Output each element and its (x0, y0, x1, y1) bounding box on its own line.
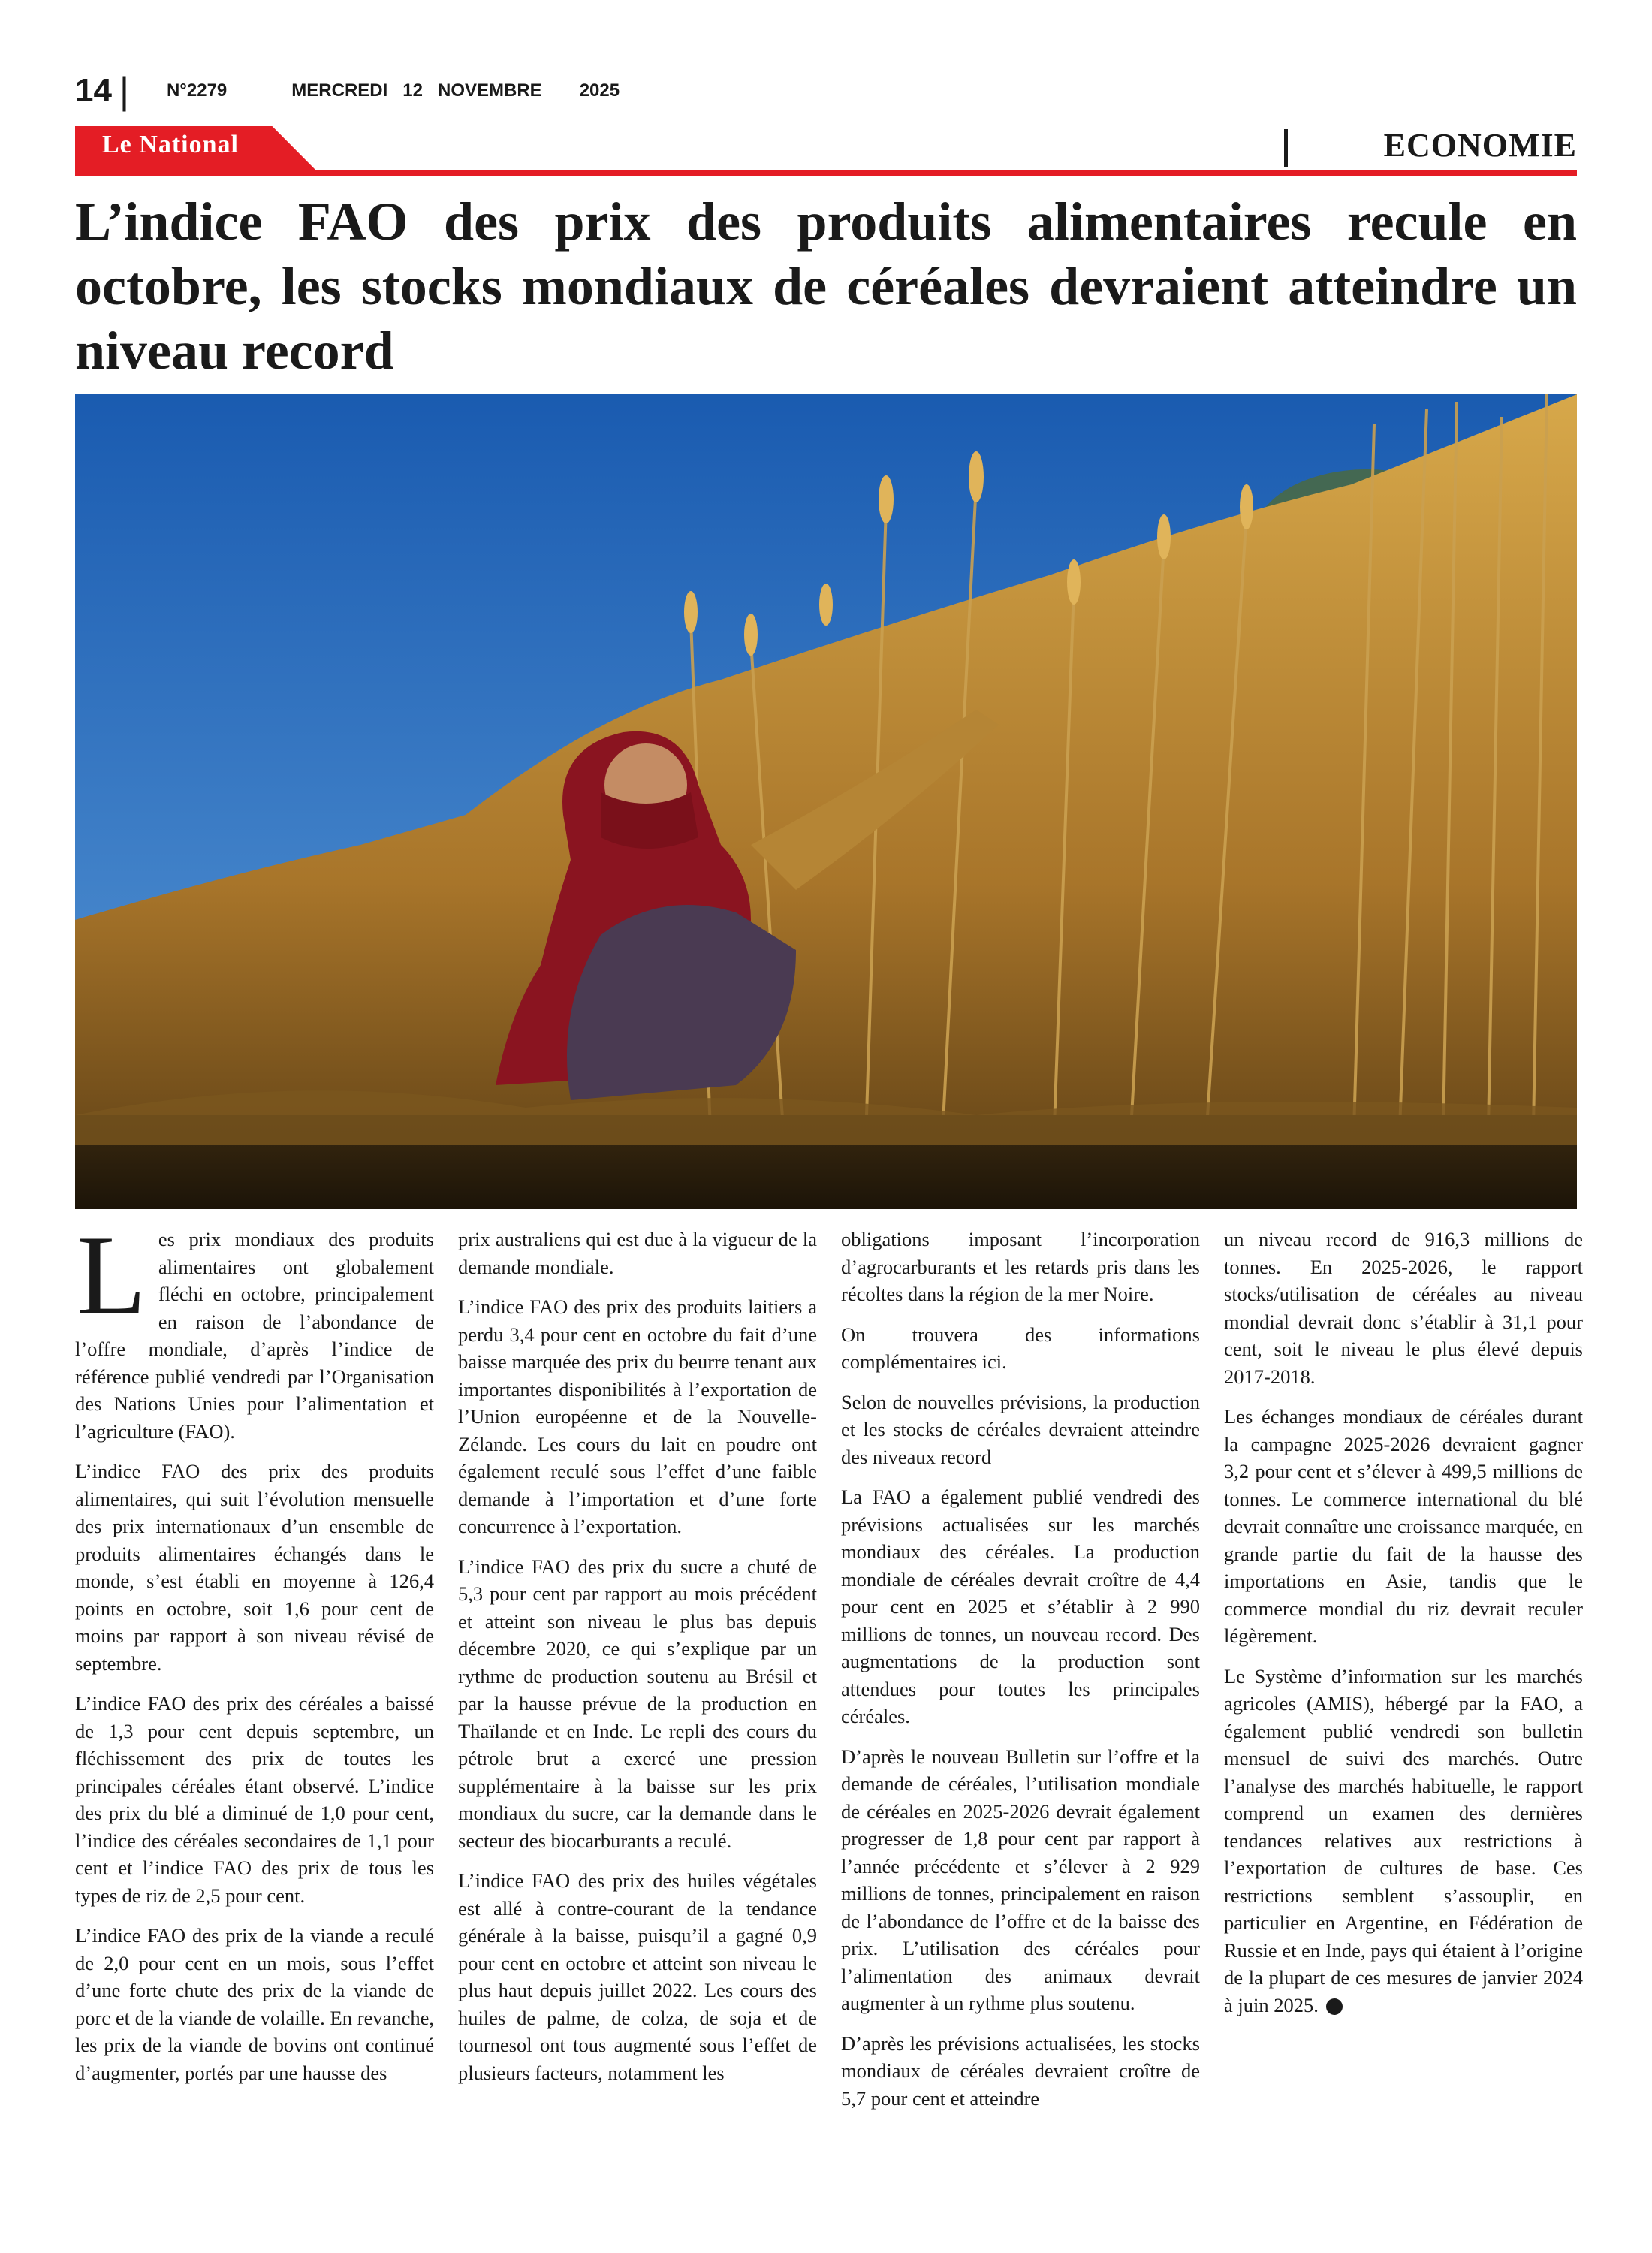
brand-name: Le National (102, 131, 239, 158)
date-number: 12 (402, 80, 423, 101)
section-divider (1284, 129, 1288, 167)
paragraph: Les échanges mondiaux de céréales durant la campagne 2025-2026 devraient gagner 3,2 pour cent et s’élever à 499,5 millions de tonnes. Le commerce international du blé devrait connaître une croissance marquée, en grande partie du fait de la hausse des importations en Asie, tandis que le commerce mondial du riz devrait reculer légèrement. (1224, 1405, 1583, 1647)
paragraph: L’indice FAO des prix des produits laitiers a perdu 3,4 pour cent en octobre du fait d’une baisse marquée des prix du beurre tenant aux importantes disponibilités à l’exportation de l’Union européenne et de la Nouvelle-Zélande. Les cours du lait en poudre ont également reculé sous l’effet d’une faible demande à l’importation et d’une forte concurrence à l’exportation. (458, 1295, 817, 1537)
issue-number: N°2279 (166, 80, 228, 101)
paragraph: obligations imposant l’incorporation d’agrocarburants et les retards pris dans les récoltes dans la région de la mer Noire. (841, 1228, 1200, 1305)
paragraph: prix australiens qui est due à la vigueur de la demande mondiale. (458, 1228, 817, 1278)
subheading: Selon de nouvelles prévisions, la production et les stocks de céréales devraient atteindre des niveaux record (841, 1390, 1200, 1468)
article-column-4 (1224, 1226, 1583, 2031)
paragraph: un niveau record de 916,3 millions de tonnes. En 2025-2026, le rapport stocks/utilisation de céréales au niveau mondial devrait donc s’établir à 31,1 pour cent, soit le niveau le plus élevé depuis 2017-2018. (1224, 1228, 1583, 1388)
paragraph: On trouvera des informations complémentaires ici. (841, 1323, 1200, 1373)
paragraph (75, 1212, 434, 1445)
paragraph: D’après les prévisions actualisées, les stocks mondiaux de céréales devraient croître de 5,7 pour cent et atteindre (841, 2031, 1200, 2110)
headline: L’indice FAO des prix des produits alimentaires recule en octobre, les stocks mondiaux de céréales devraient atteindre un niveau record (75, 192, 1577, 381)
article-photo (75, 394, 1577, 1209)
end-mark-icon (1326, 1998, 1343, 2015)
paragraph: L’indice FAO des prix de la viande a reculé de 2,0 pour cent en un mois, sous l’effet d’une forte chute des prix de la viande de porc et de la viande de volaille. En revanche, les prix de la viande de bovins ont continué d’augmenter, portés par une hausse des (75, 1924, 434, 2084)
paragraph: L’indice FAO des prix des céréales a baissé de 1,3 pour cent depuis septembre, un fléchissement des prix de toutes les principales céréales étant observé. L’indice des prix du blé a diminué de 1,0 pour cent, l’indice des céréales secondaires de 1,1 pour cent et l’indice FAO des prix de tous les types de riz de 2,5 pour cent. (75, 1692, 434, 1907)
page-number-divider: | (119, 70, 129, 112)
paragraph-text: Le Système d’information sur les marchés agricoles (AMIS), hébergé par la FAO, a également publié vendredi son bulletin mensuel de suivi des marchés. Outre l’analyse des marchés habituelle, le rapport comprend un examen des dernières tendances relatives aux restrictions à l’exportation de cultures de base. Ces restrictions semblent s’assouplir, en particulier en Argentine, en Fédération de Russie et en Inde, pays qui étaient à l’origine de la plupart de ces mesures de janvier 2024 à juin 2025. (1224, 1664, 1583, 2016)
paragraph-text: es prix mondiaux des produits alimentaires ont globalement fléchi en octobre, principalement en raison de l’abondance de l’offre mondiale, d’après l’indice de référence publié vendredi par l’Organisation des Nations Unies pour l’alimentation et l’agriculture (FAO). (75, 1228, 434, 1443)
article-column-3 (841, 1226, 1200, 2125)
masthead-bar (75, 126, 1577, 179)
article-column-1 (75, 1212, 434, 2099)
paragraph: D’après le nouveau Bulletin sur l’offre et la demande de céréales, l’utilisation mondiale de céréales en 2025-2026 devrait également progresser de 1,8 pour cent par rapport à l’année précédente et s’élever à 2 929 millions de tonnes, principalement en raison de l’abondance de l’offre et de la baisse des prix. L’utilisation des céréales pour l’alimentation des animaux devrait augmenter à un rythme plus soutenu. (841, 1745, 1200, 2014)
date-month: NOVEMBRE (438, 80, 542, 101)
paragraph (1224, 1663, 1583, 2019)
page-info-bar (75, 72, 635, 110)
paragraph: L’indice FAO des prix des huiles végétales est allé à contre-courant de la tendance générale à la baisse, puisqu’il a gagné 0,9 pour cent en octobre et atteint son niveau le plus haut depuis juillet 2022. Les cours des huiles de palme, de colza, de soja et de tournesol ont tous augmenté sous l’effet de plusieurs facteurs, notamment les (458, 1869, 817, 2084)
article-body (75, 1212, 1583, 2157)
paragraph: La FAO a également publié vendredi des prévisions actualisées sur les marchés mondiaux des céréales. La production mondiale de céréales devrait croître de 4,4 pour cent en 2025 et s’établir à 2 990 millions de tonnes, un nouveau record. Des augmentations de la production sont attendues pour toutes les principales céréales. (841, 1485, 1200, 1727)
drop-cap: L (77, 1212, 146, 1338)
article-column-2 (458, 1226, 817, 2099)
page-number: 14 (75, 72, 112, 109)
section-label: ECONOMIE (1383, 127, 1577, 164)
red-rule (75, 170, 1577, 176)
paragraph: L’indice FAO des prix des produits alimentaires, qui suit l’évolution mensuelle des prix internationaux d’un ensemble de produits alimentaires échangés dans le monde, s’est établi en moyenne à 126,4 points en octobre, soit 1,6 pour cent de moins par rapport à son niveau révisé de septembre. (75, 1460, 434, 1675)
paragraph: L’indice FAO des prix du sucre a chuté de 5,3 pour cent par rapport au mois précédent et atteint son niveau le plus bas depuis décembre 2020, ce qui s’explique par un rythme de production soutenu au Brésil et par la hausse prévue de la production en Thaïlande et en Inde. Le repli des cours du pétrole brut a exercé une pression supplémentaire à la baisse sur les prix mondiaux du sucre, car la demande dans le secteur des biocarburants a reculé. (458, 1555, 817, 1852)
date-day: MERCREDI (291, 80, 388, 101)
date-year: 2025 (579, 80, 620, 101)
